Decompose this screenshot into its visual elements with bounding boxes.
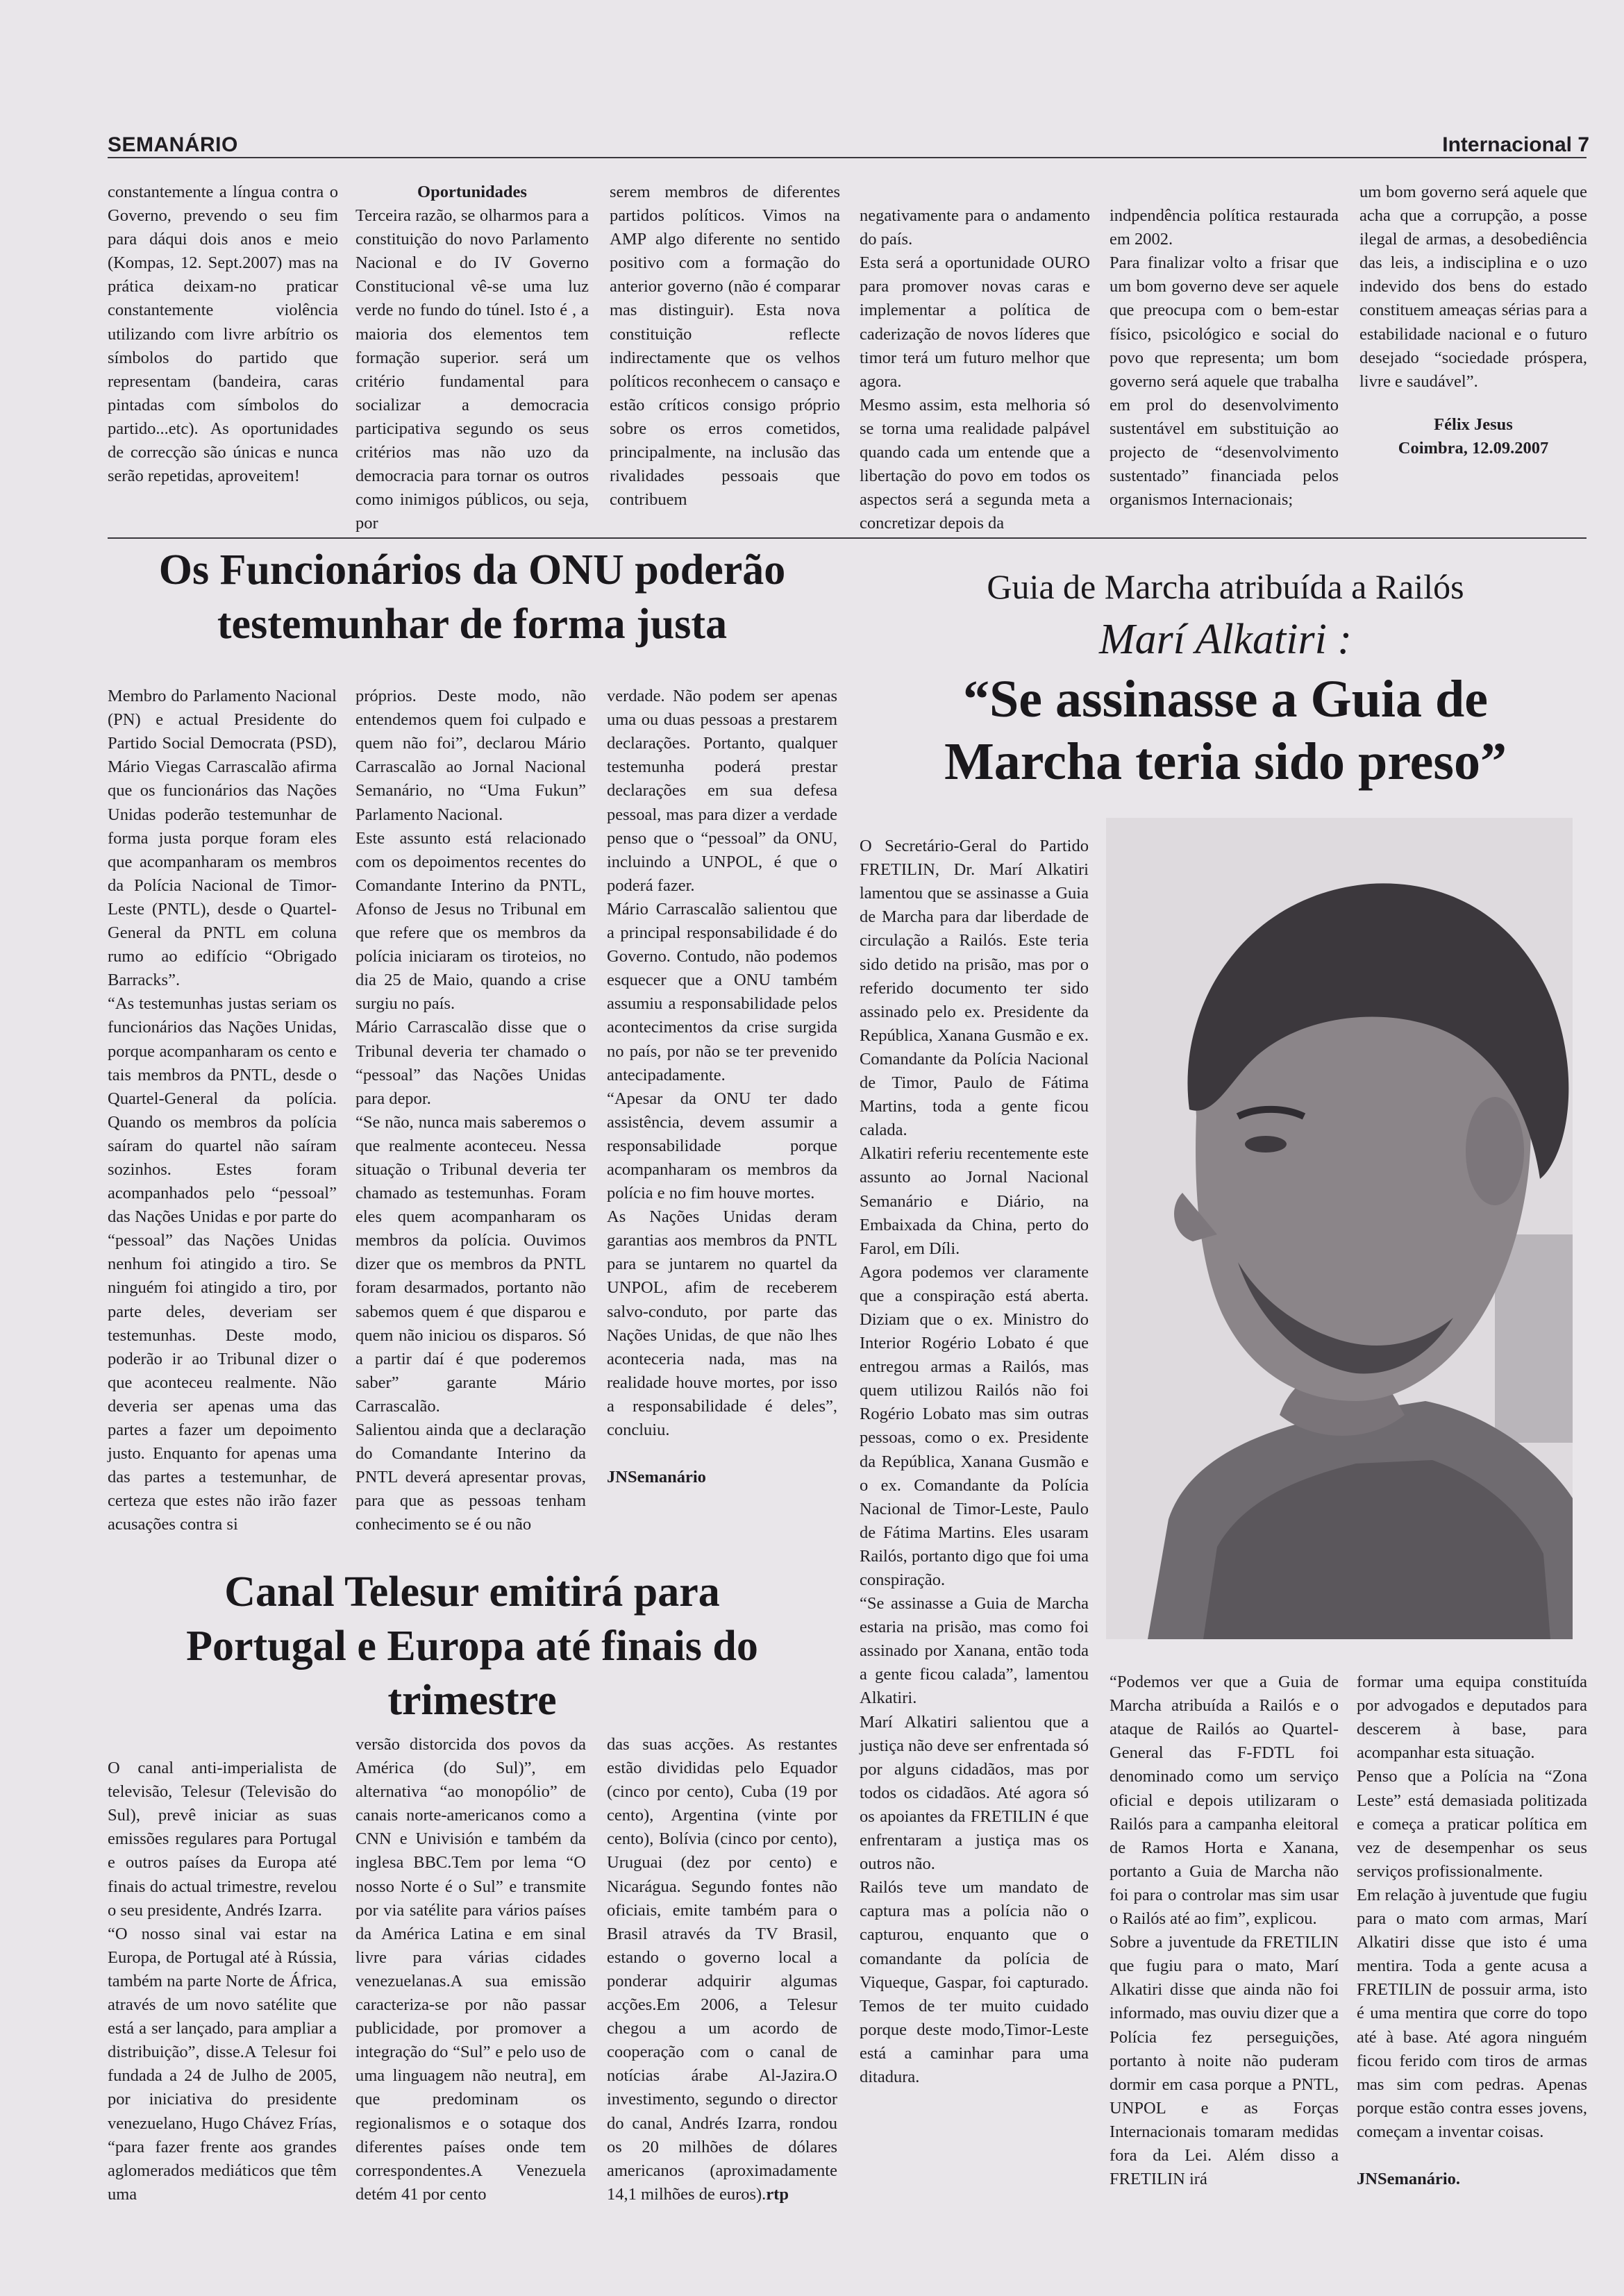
alkatiri-kicker: Guia de Marcha atribuída a Railós bbox=[987, 567, 1464, 606]
top-col-2: Oportunidades Terceira razão, se olharmos para a constituição do novo Parlamento Nacional e do IV Governo Constitucional vê-se uma luz verde no fundo do túnel. Isto é , a maioria dos elementos tem formação superior. será um critério fundamental para socializar a democracia participativa segundo os seus critérios mas não uzo da democracia para tornar os outros como inimigos públicos, ou seja, por bbox=[355, 181, 589, 528]
onu-col-3: verdade. Não podem ser apenas uma ou duas pessoas a prestarem declarações. Portanto, qualquer testemunha poderá prestar declarações em sua defesa pessoal, mas para dizer a verdade penso que o “pessoal” da ONU, incluindo a UNPOL, é que o poderá fazer. Mário Carrascalão salientou que a principal responsabilidade é do Governo. Contudo, não podemos esquecer que a ONU também assumiu a responsabilidade pelos acontecimentos da crise surgida no país, por não se ter prevenido antecipadamente. “Apesar da ONU ter dado assistência, devem assumir a responsabilidade porque acompanharam os membros da polícia e no fim houve mortes. As Nações Unidas deram garantias aos membros da PNTL para se juntarem no quartel da UNPOL, afim de receberem salvo-conduto, por parte das Nações Unidas, de que não lhes aconteceria nada, mas na realidade houve mortes, por isso a responsabilidade é deles”, concluiu. JNSemanário bbox=[607, 661, 837, 1564]
top-col-1: constantemente a língua contra o Governo, prevendo o seu fim para dáqui dois anos e meio (Kompas, 12. Sept.2007) mas na prática deixam-no praticar constantemente violência utilizando com livre arbítrio os símbolos do partido que representam (bandeira, caras pintadas com símbolos do partido...etc). As oportunidades de correcção são únicas e nunca serão repetidas, aproveitem! bbox=[108, 183, 338, 486]
telesur-col-3: das suas acções. As restantes estão divididas pelo Equador (cinco por cento), Cuba (19 por cento), Argentina (vinte por cento), Bolívia (cinco por cento), Uruguai (dez por cento) e Nicarágua. Segundo fontes não oficiais, emite também para o Brasil através da TV Brasil, estando o governo local a ponderar adquirir algumas acções.Em 2006, a Telesur chegou a um acordo de cooperação com o canal de notícias árabe Al-Jazira.O investimento, segundo o director do canal, Andrés Izarra, rondou os 20 milhões de dólares americanos (aproximadamente 14,1 milhões de euros).rtp bbox=[607, 1735, 837, 2204]
section-name: Internacional bbox=[1442, 133, 1572, 156]
top-col-6: um bom governo será aquele que acha que a corrupção, a posse ilegal de armas, a desobediência das leis, a indisciplina e o uzo indevido dos bens do estado constituem ameaças sérias para a estabilidade nacional e o futuro desejado “sociedade próspera, livre e saudável”. Félix Jesus Coimbra, 12.09.2007 bbox=[1359, 181, 1587, 528]
author-name: Félix Jesus bbox=[1434, 414, 1513, 434]
header-rule bbox=[108, 157, 1587, 158]
telesur-col-1: O canal anti-imperialista de televisão, Telesur (Televisão do Sul), prevê iniciar as suas emissões regulares para Portugal e outros países da Europa até finais do actual trimestre, revelou o seu presidente, Andrés Izarra. “O nosso sinal vai estar na Europa, de Portugal até à Rússia, também na parte Norte de África, através de um novo satélite que está a ser lançado, para ampliar a distribuição”, disse.A Telesur foi fundada a 24 de Julho de 2005, por iniciativa do presidente venezuelano, Hugo Chávez Frías, “para fazer frente aos grandes aglomerados mediáticos que têm uma bbox=[108, 1759, 337, 2204]
top-col-3: serem membros de diferentes partidos políticos. Vimos na AMP algo diferente no sentido positivo com a formação do anterior governo (não é comparar mas distinguir). Esta nova constituição reflecte indirectamente que os velhos políticos reconhecem o cansaço e estão críticos consigo próprio sobre os erros cometidos, principalmente, na inclusão das rivalidades pessoais que contribuem bbox=[610, 183, 840, 510]
alkatiri-headline: “Se assinasse a Guia de Marcha teria sido preso” bbox=[944, 670, 1507, 791]
onu-col-2: próprios. Deste modo, não entendemos quem foi culpado e quem não foi”, declarou Mário Carrascalão ao Jornal Nacional Semanário, no “Uma Fukun” Parlamento Nacional. Este assunto está relacionado com os depoimentos recentes do Comandante Interino da PNTL, Afonso de Jesus no Tribunal em que refere que os membros da polícia iniciaram os tiroteios, no dia 25 de Maio, quando a crise surgiu no país. Mário Carrascalão disse que o Tribunal deveria ter chamado o “pessoal” das Nações Unidas para depor. “Se não, nunca mais saberemos o que realmente aconteceu. Nessa situação o Tribunal deveria ter chamado as testemunhas. Foram eles quem acompanharam os membros da polícia. Ouvimos dizer que os membros da PNTL foram desarmados, portanto não sabemos quem é que disparou e quem não iniciou os disparos. Só a partir daí é que poderemos saber” garante Mário Carrascalão. Salientou ainda que a declaração do Comandante Interino da PNTL deverá apresentar provas, para que as pessoas tenham conhecimento se é ou não bbox=[355, 687, 586, 1534]
publication-name: SEMANÁRIO bbox=[108, 133, 238, 156]
top-col-4: negativamente para o andamento do país. Esta será a oportunidade OURO para promover novas caras e implementar a política de caderização de novos líderes que timor terá um futuro melhor que agora. Mesmo assim, esta melhoria só se torna uma realidade palpável quando cada um entende que a libertação do povo em todos os aspectos será a segunda meta a concretizar depois da bbox=[860, 206, 1090, 533]
onu-headline: Os Funcionários da ONU poderão testemunhar de forma justa bbox=[158, 546, 786, 648]
alkatiri-speaker: Marí Alkatiri : bbox=[1099, 616, 1352, 663]
page-number: 7 bbox=[1577, 133, 1589, 156]
alkatiri-col-3: formar uma equipa constituída por advogados e deputados para descerem à base, para acompanhar esta situação. Penso que a Polícia na “Zona Leste” está demasiada politizada e começa a praticar política em vez de desempenhar os seus serviços profissionalmente. Em relação à juventude que fugiu para o mato com armas, Marí Alkatiri disse que isto é uma mentira. Toda a gente acusa a FRETILIN de possuir arma, isto é uma mentira que corre do topo até à base. Até agora ninguém ficou ferido com tiros de armas mas sim com pedras. Apenas porque estão contra esses jovens, começam a inventar coisas. JNSemanário. bbox=[1357, 1647, 1587, 2223]
place-date: Coimbra, 12.09.2007 bbox=[1398, 438, 1549, 458]
alkatiri-col-2: “Podemos ver que a Guia de Marcha atribuída a Railós e o ataque de Railós ao Quartel-General das F-FDTL foi denominado como um serviço oficial e depois utilizaram o Railós para a campanha eleitoral de Ramos Horta e Xanana, portanto a Guia de Marcha não foi para o controlar mas sim usar o Railós até ao fim”, explicou. Sobre a juventude da FRETILIN que fugiu para o mato, Marí Alkatiri disse que ainda não foi informado, mas ouviu dizer que a Polícia fez perseguições, portanto à noite não puderam dormir em casa porque a PNTL, UNPOL e as Forças Internacionais tomaram medidas fora da Lei. Além disso a FRETILIN irá bbox=[1110, 1673, 1339, 2189]
portrait-photo bbox=[1106, 818, 1573, 1639]
telesur-headline: Canal Telesur emitirá para Portugal e Europa até finais do trimestre bbox=[186, 1568, 758, 1724]
alkatiri-col-1: O Secretário-Geral do Partido FRETILIN, Dr. Marí Alkatiri lamentou que se assinasse a Guia de Marcha para dar liberdade de circulação a Railós. Este teria sido detido na prisão, mas por o referido documento ter sido assinado pelo ex. Presidente da República, Xanana Gusmão e ex. Comandante da Polícia Nacional de Timor, Paulo de Fátima Martins, toda a gente ficou calada. Alkatiri referiu recentemente este assunto ao Jornal Nacional Semanário e Diário, na Embaixada da China, perto do Farol, em Díli. Agora podemos ver claramente que a conspiração está aberta. Diziam que o ex. Ministro do Interior Rogério Lobato é que entregou armas a Railós, mas quem utilizou Railós não foi Rogério Lobato mas sim outras pessoas, como o ex. Presidente da República, Xanana Gusmão e o ex. Comandante da Polícia Nacional de Timor-Leste, Paulo de Fátima Martins. Eles usaram Railós, portanto digo que foi uma conspiração. “Se assinasse a Guia de Marcha estaria na prisão, mas como foi assinado por Xanana, então toda a gente ficou calada”, lamentou Alkatiri. Marí Alkatiri salientou que a justiça não deve ser enfrentada só por alguns cidadãos, mas por todos os cidadãos. Até agora só os apoiantes da FRETILIN é que enfrentaram a justiça mas os outros não. Railós teve um mandato de captura mas a polícia não o capturou, enquanto que o comandante da polícia de Viqueque, Gaspar, foi capturado. Temos de ter muito cuidado porque deste modo,Timor-Leste está a caminhar para uma ditadura. bbox=[860, 837, 1089, 2086]
alkatiri-signature: JNSemanário. bbox=[1357, 2170, 1461, 2189]
telesur-signature: rtp bbox=[766, 2184, 789, 2204]
page-section bbox=[1442, 133, 1589, 157]
subheading-oportunidades: Oportunidades bbox=[417, 183, 527, 201]
section-rule bbox=[108, 537, 1587, 539]
onu-col-1: Membro do Parlamento Nacional (PN) e actual Presidente do Partido Social Democrata (PSD), Mário Viegas Carrascalão afirma que os funcionários das Nações Unidas poderão testemunhar de forma justa porque foram eles que acompanharam os membros da Polícia Nacional de Timor-Leste (PNTL), desde o Quartel-General da PNTL em coluna rumo ao edifício “Obrigado Barracks”. “As testemunhas justas seriam os funcionários das Nações Unidas, porque acompanharam os cento e tais membros da PNTL, desde o Quartel-General da polícia. Quando os membros da polícia saíram do quartel não saíram sozinhos. Estes foram acompanhados pelo “pessoal” das Nações Unidas e por parte do “pessoal” das Nações Unidas nenhum foi atingido a tiro. Se ninguém foi atingido a tiro, por parte deles, deveriam ser testemunhas. Deste modo, poderão ir ao Tribunal dizer o que aconteceu realmente. Não deveria ser apenas uma das partes a fazer um depoimento justo. Enquanto for apenas uma das partes a testemunhar, de certeza que estes não irão fazer acusações contra si bbox=[108, 687, 337, 1534]
telesur-col-2: versão distorcida dos povos da América (do Sul)”, em alternativa “ao monopólio” de canais norte-americanos como a CNN e Univisión e também da inglesa BBC.Tem por lema “O nosso Norte é o Sul” e transmite por via satélite para vários países da América Latina e em sinal livre para várias cidades venezuelanas.A sua emissão caracteriza-se por não passar publicidade, por promover a integração do “Sul” e pelo uso de uma linguagem não neutra], em que predominam os regionalismos e o sotaque dos diferentes países onde tem correspondentes.A Venezuela detém 41 por cento bbox=[355, 1735, 586, 2204]
top-col-5: indpendência política restaurada em 2002. Para finalizar volto a frisar que um bom governo deve ser aquele que preocupa com o bem-estar físico, psicológico e social do povo que representa; um bom governo será aquele que trabalha em prol do desenvolvimento sustentável em substituição ao projecto de “desenvolvimento sustentado” financiada pelos organismos Internacionais; bbox=[1110, 206, 1339, 510]
onu-signature: JNSemanário bbox=[607, 1468, 706, 1487]
